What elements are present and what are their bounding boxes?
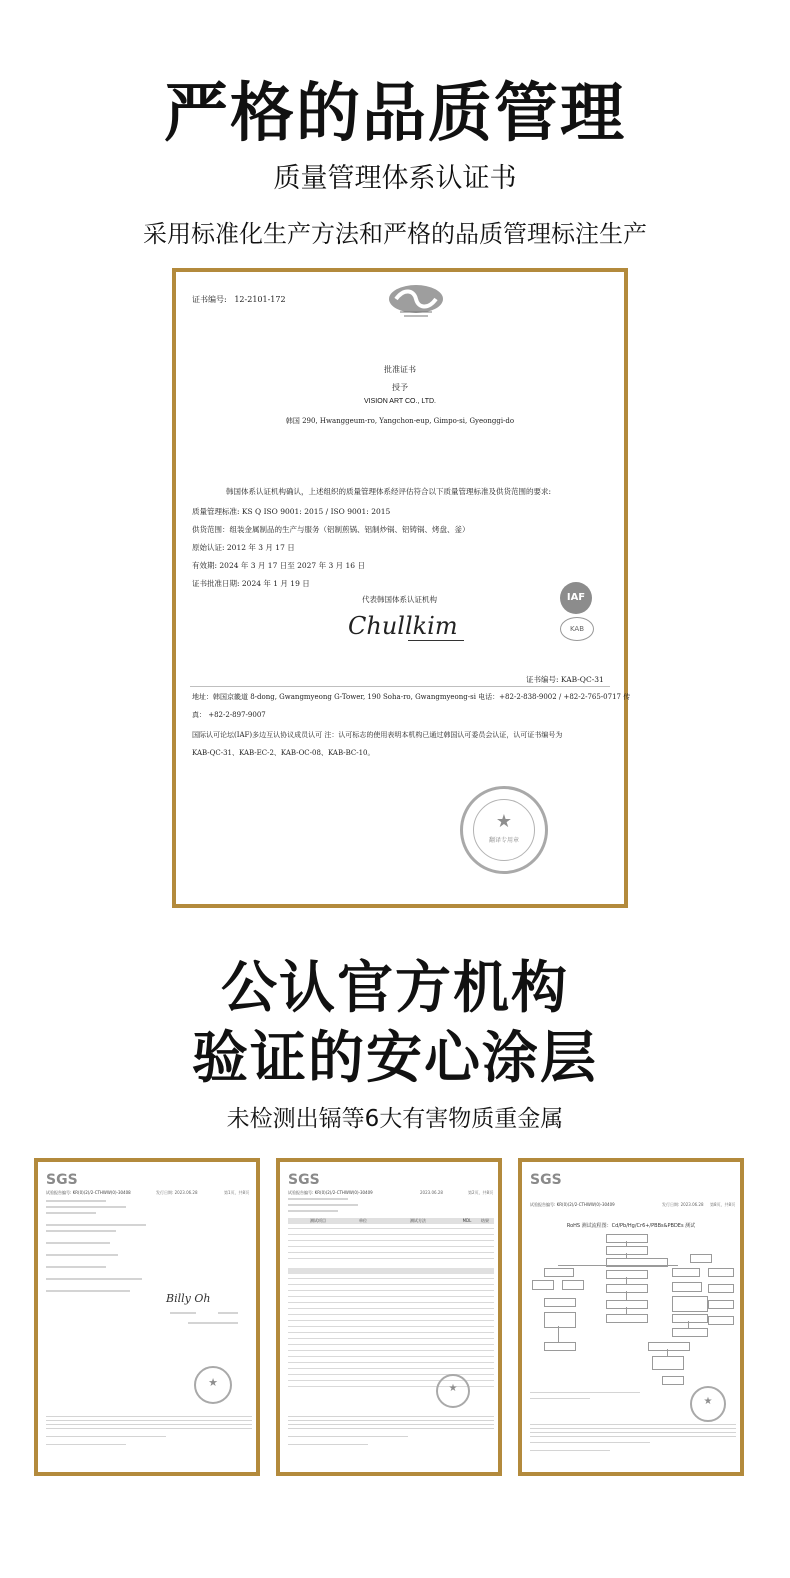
flow-box — [648, 1342, 690, 1351]
flow-box — [662, 1376, 684, 1385]
table-header-result: 结果 — [481, 1218, 489, 1223]
cert-number-label: 证书编号: 12-2101-172 — [192, 295, 286, 304]
flow-box — [690, 1254, 712, 1263]
flow-box — [672, 1268, 700, 1277]
report-page: 第2页，共8页 — [468, 1190, 494, 1195]
certification-logo-icon — [386, 282, 446, 322]
table-header-unit: 单位 — [359, 1218, 367, 1223]
footer-accreditation-numbers: KAB-QC-31、KAB-EC-2、KAB-OC-08、KAB-BC-10。 — [192, 749, 375, 757]
cert-valid-period: 有效期: 2024 年 3 月 17 日至 2027 年 3 月 16 日 — [192, 561, 365, 570]
flow-box — [708, 1300, 734, 1309]
cert-title: 批准证书 — [384, 365, 416, 374]
company-name: VISION ART CO., LTD. — [364, 398, 436, 405]
signature-line — [408, 640, 464, 641]
report-stamp-icon: ★ — [194, 1366, 232, 1404]
flow-box — [544, 1342, 576, 1351]
table-header-item: 测试项目 — [310, 1218, 326, 1223]
flow-box — [606, 1300, 648, 1309]
flow-box — [606, 1270, 648, 1279]
report-card-2 — [276, 1158, 502, 1476]
report-date: 2023.06.28 — [420, 1190, 443, 1195]
report-number: 试验报告编号: KR(0)(2)/2-CTHWW(0)-30409 — [288, 1190, 373, 1195]
flow-box — [544, 1268, 574, 1277]
flow-box — [672, 1314, 708, 1323]
footer-note: 国际认可论坛(IAF)多边互认协议成员认可 注：认可标志的使用表明本机构已通过韩国认可委员会认证，认可证书编号为 — [192, 731, 563, 739]
kab-badge-icon: KAB — [560, 617, 594, 641]
flow-box — [708, 1316, 734, 1325]
report-signature: Billy Oh — [166, 1292, 211, 1305]
company-address: 韩国 290, Hwanggeum-ro, Yangchon-eup, Gimpo-si, Gyeonggi-do — [285, 417, 515, 425]
report-stamp-icon: ★ — [690, 1386, 726, 1422]
flowchart-title: RoHS 测试流程图：Cd/Pb/Hg/Cr6+/PBBs&PBDEs 测试 — [566, 1223, 696, 1229]
report-page: 第8页，共8页 — [710, 1202, 736, 1207]
report-card-3 — [518, 1158, 744, 1476]
flow-box — [606, 1314, 648, 1323]
flow-box — [708, 1284, 734, 1293]
test-table-header — [288, 1218, 494, 1224]
footer-address: 地址：韩国京畿道 8-dong, Gwangmyeong G-Tower, 190 Soha-ro, Gwangmyeong-si 电话：+82-2-838-9002 / +82-2-765-0717 传 — [192, 693, 631, 701]
flow-box — [532, 1280, 554, 1290]
flow-box — [672, 1296, 708, 1312]
cert-signer: 代表韩国体系认证机构 — [362, 595, 437, 604]
flow-box — [562, 1280, 584, 1290]
flow-box — [606, 1234, 648, 1243]
section-title-line1: 公认官方机构 — [221, 956, 569, 1021]
translation-stamp-icon: ★ 翻译专用章 — [460, 786, 548, 874]
page-description: 采用标准化生产方法和严格的品质管理标注生产 — [143, 220, 647, 248]
report-number: 试验报告编号: KR(0)(2)/2-CTHWW(0)-30408 — [46, 1190, 131, 1195]
cert-granted: 授予 — [392, 383, 408, 392]
flow-box — [708, 1268, 734, 1277]
flow-box — [672, 1282, 702, 1292]
footer-fax: 真： +82-2-897-9007 — [192, 711, 266, 719]
table-header-mdl: MDL — [462, 1218, 472, 1223]
page-title: 严格的品质管理 — [164, 77, 626, 151]
certificate-frame — [172, 268, 631, 908]
divider — [190, 686, 610, 687]
page-subtitle: 质量管理体系认证书 — [273, 163, 517, 194]
report-page: 第1页，共8页 — [224, 1190, 250, 1195]
section-title-line2: 验证的安心涂层 — [192, 1026, 598, 1091]
table-header-method: 测试方法 — [410, 1218, 426, 1223]
flow-box — [652, 1356, 684, 1370]
flow-box — [606, 1246, 648, 1255]
flow-box — [672, 1328, 708, 1337]
cert-intro: 韩国体系认证机构确认，上述组织的质量管理体系经评估符合以下质量管理标准及供货范围的要求: — [226, 487, 552, 496]
report-date: 发行日期: 2023.06.28 — [662, 1202, 704, 1207]
cert-standard: 质量管理标准: KS Q ISO 9001: 2015 / ISO 9001: 2015 — [192, 507, 391, 516]
right-cert-number: 证书编号: KAB-QC-31 — [526, 675, 604, 684]
section-description: 未检测出镉等6大有害物质重金属 — [226, 1106, 564, 1132]
stamp-text: 翻译专用章 — [488, 837, 519, 844]
cert-scope: 供货范围：组装金属制品的生产与服务（铝制煎锅、铝制炒锅、铝铸锅、烤盘、釜） — [192, 525, 470, 534]
sgs-logo: SGS — [288, 1172, 320, 1188]
report-number: 试验报告编号: KR(0)(2)/2-CTHWW(0)-30409 — [530, 1202, 615, 1207]
flow-box — [544, 1298, 576, 1307]
cert-approval-date: 证书批准日期: 2024 年 1 月 19 日 — [192, 579, 310, 588]
report-stamp-icon: ★ — [436, 1374, 470, 1408]
sgs-logo: SGS — [530, 1172, 562, 1188]
sgs-logo: SGS — [46, 1172, 78, 1188]
flow-box — [544, 1312, 576, 1328]
test-table-header-2 — [288, 1268, 494, 1274]
iaf-badge-icon: IAF — [560, 582, 592, 614]
report-card-1 — [34, 1158, 260, 1476]
signature: Chullkim — [348, 612, 458, 640]
report-date: 发行日期: 2023.06.28 — [156, 1190, 198, 1195]
flow-box — [606, 1284, 648, 1293]
cert-original-date: 原始认证: 2012 年 3 月 17 日 — [192, 543, 295, 552]
